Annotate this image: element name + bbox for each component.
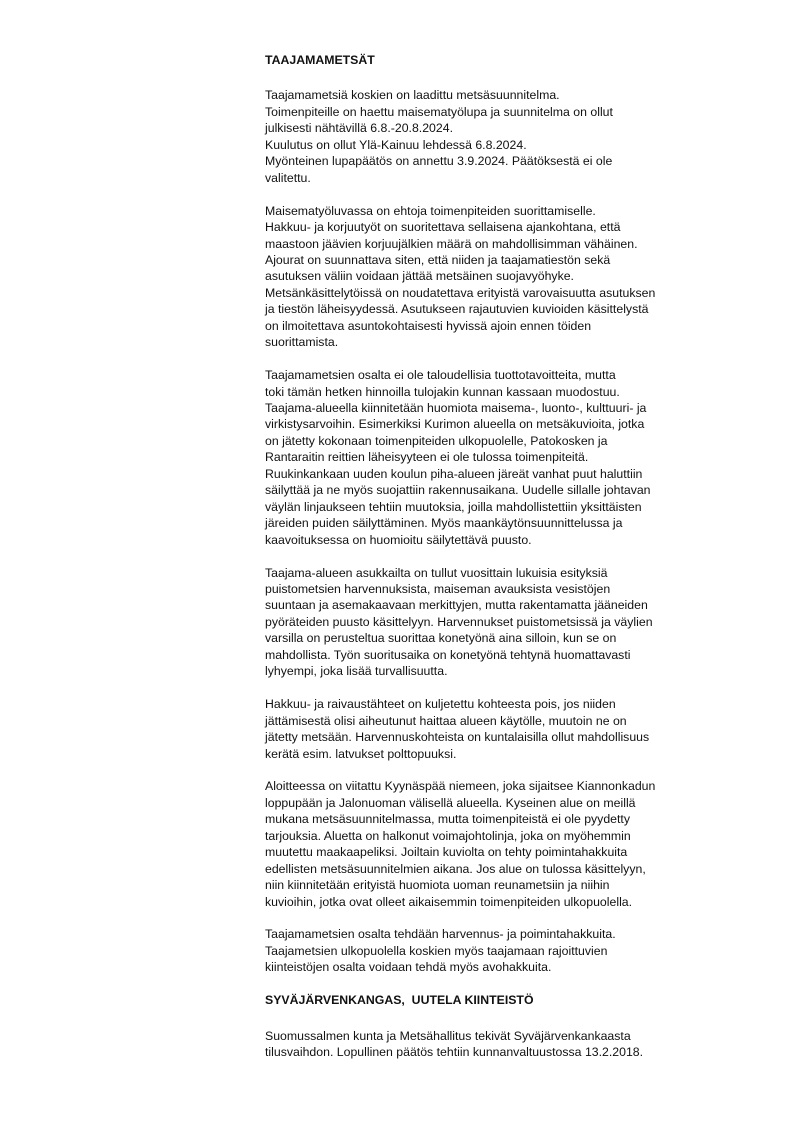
paragraph-6 [265,778,735,910]
text-line: Hakkuu- ja raivaustähteet on kuljetettu kohteesta pois, jos niiden [265,697,616,712]
text-line: Taajametsien ulkopuolella koskien myös taajamaan rajoittuvien [265,943,608,958]
text-line: Taajamametsien osalta tehdään harvennus- ja poimintahakkuita. [265,927,616,942]
text-line: tilusvaihdon. Lopullinen päätös tehtiin kunnanvaltuustossa 13.2.2018. [265,1045,644,1060]
paragraph-1 [265,87,735,186]
text-line: Maisematyöluvassa on ehtoja toimenpiteiden suorittamiselle. [265,203,596,218]
text-line: jätetty metsään. Harvennuskohteista on kuntalaisilla ollut mahdollisuus [265,730,650,745]
text-line: Suomussalmen kunta ja Metsähallitus tekivät Syväjärvenkankaasta [265,1028,631,1043]
text-line: jättämisestä olisi aiheutunut haittaa alueen käytölle, muutoin ne on [265,713,627,728]
text-line: virkistysarvoihin. Esimerkiksi Kurimon alueella on metsäkuvioita, jotka [265,417,645,432]
section-heading-taajamametsat: TAAJAMAMETSÄT [265,53,375,67]
text-line: maastoon jäävien korjuujälkien määrä on mahdollisimman vähäinen. [265,236,638,251]
paragraph-2 [265,203,735,351]
text-line: muutettu maakaapeliksi. Joiltain kuviolta on tehty poimintahakkuita [265,845,628,860]
text-line: järeiden puiden säilyttäminen. Myös maankäytönsuunnittelussa ja [265,516,623,531]
text-line: kaavoituksessa on huomioitu säilytettävä puusto. [265,532,532,547]
text-line: pyöräteiden puusto käsittelyyn. Harvennukset puistometsissä ja väylien [265,614,653,629]
text-line: Rantaraitin reittien läheisyyteen ei ole tulossa toimenpiteitä. [265,450,589,465]
text-line: Taajama-alueella kiinnitetään huomiota maisema-, luonto-, kulttuuri- ja [265,401,647,416]
text-line: loppupään ja Jalonuoman välisellä alueella. Kyseinen alue on meillä [265,795,636,810]
text-line: edellisten metsäsuunnitelmien aikana. Jos alue on tulossa käsittelyyn, [265,861,646,876]
text-line: on jätetty kokonaan toimenpiteiden ulkopuolelle, Patokosken ja [265,433,608,448]
paragraph-3 [265,367,735,548]
text-line: tarjouksia. Aluetta on halkonut voimajohtolinja, joka on myöhemmin [265,828,631,843]
text-line: ja tiestön läheisyydessä. Asutukseen rajautuvien kuvioiden käsittelystä [265,302,649,317]
text-line: kerätä esim. latvukset polttopuuksi. [265,746,457,761]
text-line: Metsänkäsittelytöissä on noudatettava erityistä varovaisuutta asutuksen [265,285,656,300]
text-line: lyhyempi, joka lisää turvallisuutta. [265,664,448,679]
text-line: väylän linjaukseen tehtiin muutoksia, joilla mahdollistettiin yksittäisten [265,499,642,514]
paragraph-5 [265,696,735,762]
text-line: valitettu. [265,170,311,185]
text-line: Taajamametsiä koskien on laadittu metsäsuunnitelma. [265,88,560,103]
text-line: on ilmoitettava asuntokohtaisesti hyvissä ajoin ennen töiden [265,318,592,333]
text-line: Aloitteessa on viitattu Kyynäspää niemeen, joka sijaitsee Kiannonkadun [265,779,656,794]
text-line: kiinteistöjen osalta voidaan tehdä myös avohakkuita. [265,960,552,975]
text-line: suorittamista. [265,335,339,350]
paragraph-7 [265,926,735,975]
text-line: puistometsien harvennuksista, maiseman avauksista vesistöjen [265,582,611,596]
text-line: Taajama-alueen asukkailta on tullut vuosittain lukuisia esityksiä [265,565,608,580]
text-line: Myönteinen lupapäätös on annettu 3.9.2024. Päätöksestä ei ole [265,154,613,169]
text-line: varsilla on perusteltua suorittaa konetyönä aina silloin, kun se on [265,631,617,646]
text-line: Ajourat on suunnattava siten, että niiden ja taajamatiestön sekä [265,252,611,267]
paragraph-8 [265,1028,735,1061]
text-line: säilyttää ja ne myös suojattiin rakennusaikana. Uudelle sillalle johtavan [265,483,651,498]
text-line: suuntaan ja asemakaavaan merkittyjen, mutta rakentamatta jääneiden [265,598,648,613]
text-line: Taajamametsien osalta ei ole taloudellisia tuottotavoitteita, mutta [265,368,616,383]
text-line: Hakkuu- ja korjuutyöt on suoritettava sellaisena ajankohtana, että [265,220,621,235]
text-line: mahdollista. Työn suoritusaika on konetyönä tehtynä huomattavasti [265,647,631,662]
text-line: asutuksen väliin voidaan jättää metsäinen suojavyöhyke. [265,269,574,284]
text-line: mukana metsäsuunnitelmassa, mutta toimenpiteistä ei ole pyydetty [265,812,630,827]
text-line: julkisesti nähtävillä 6.8.-20.8.2024. [265,121,453,136]
text-line: niin kiinnitetään erityistä huomiota uoman reunametsiin ja niihin [265,878,610,893]
text-line: Ruukinkankaan uuden koulun piha-alueen järeät vanhat puut haluttiin [265,466,643,481]
text-line: kuvioihin, jotka ovat olleet aikaisemmin toimenpiteiden ulkopuolella. [265,894,633,909]
paragraph-4 [265,565,735,680]
text-line: Kuulutus on ollut Ylä-Kainuu lehdessä 6.8.2024. [265,137,527,152]
section-heading-syvajarvenkangas: SYVÄJÄRVENKANGAS, UUTELA KIINTEISTÖ [265,993,534,1008]
text-line: Toimenpiteille on haettu maisematyölupa ja suunnitelma on ollut [265,104,613,119]
document-page [265,52,735,1061]
text-line: toki tämän hetken hinnoilla tulojakin kunnan kassaan muodostuu. [265,384,620,399]
